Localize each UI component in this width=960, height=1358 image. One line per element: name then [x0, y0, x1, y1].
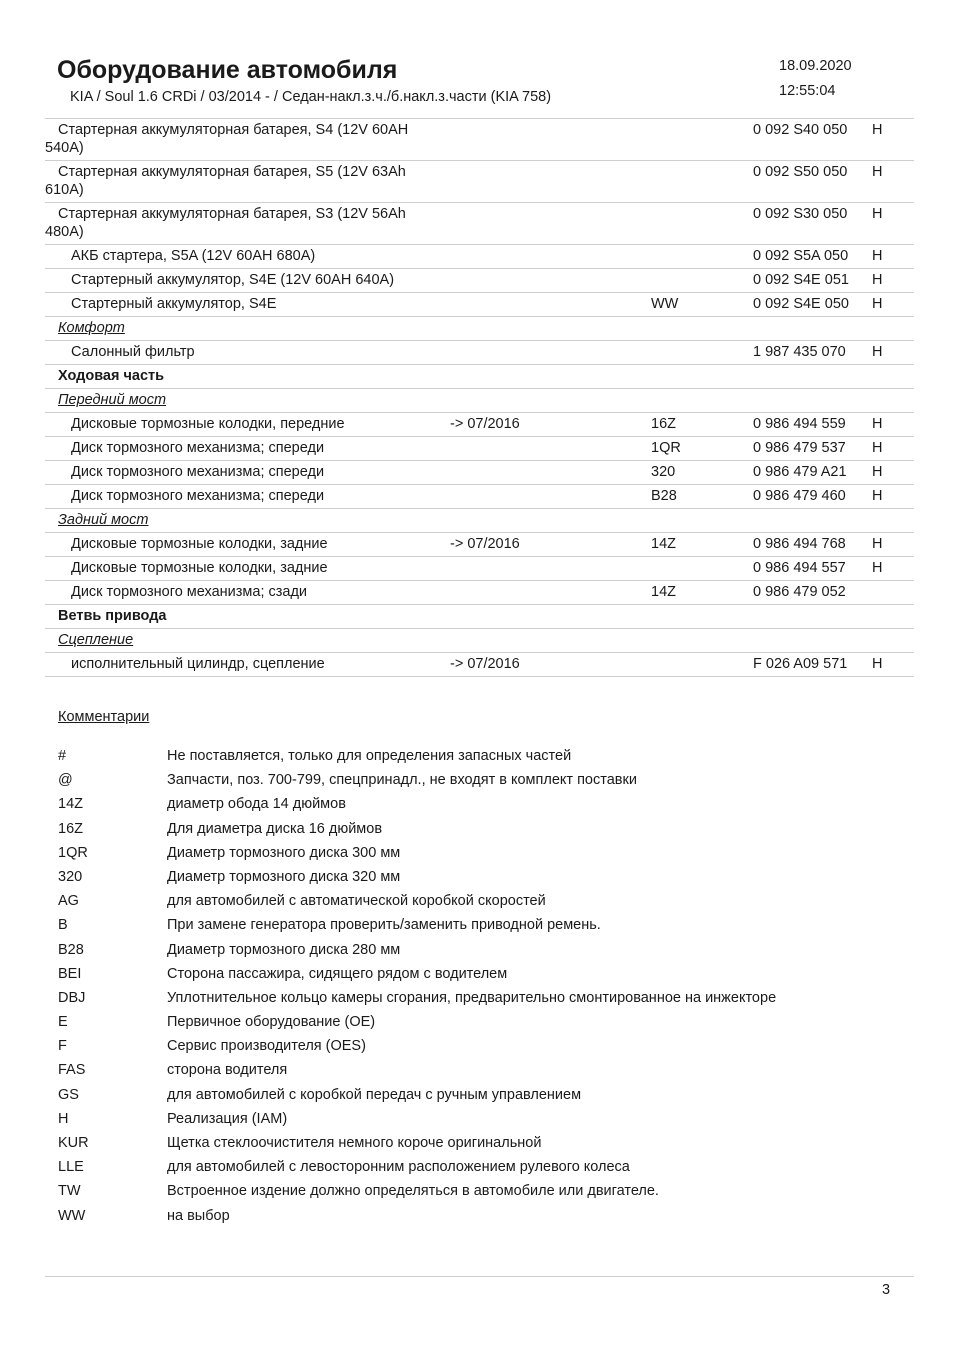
section-label: Ветвь привода: [58, 608, 167, 624]
part-flag: H: [872, 440, 883, 456]
part-number: 0 986 479 A21: [753, 464, 847, 480]
part-row: [45, 581, 914, 605]
print-date: 18.09.2020: [779, 58, 852, 74]
section-row: [45, 605, 914, 629]
subsection-label: Задний мост: [58, 512, 149, 528]
part-row: [45, 461, 914, 485]
part-number: 0 986 494 557: [753, 560, 846, 576]
part-row: [45, 203, 914, 245]
subsection-row: [45, 629, 914, 653]
legend-value: Уплотнительное кольцо камеры сгорания, предварительно смонтированное на инжекторе: [167, 989, 777, 1006]
part-row: [45, 341, 914, 365]
part-remark-code: 320: [651, 464, 676, 480]
part-number: 0 986 479 537: [753, 440, 846, 456]
legend-key: 1QR: [58, 844, 88, 861]
part-flag: H: [872, 416, 883, 432]
part-description: Диск тормозного механизма; спереди: [71, 464, 325, 480]
legend-value: Диаметр тормозного диска 320 мм: [167, 868, 401, 885]
part-number: 0 986 479 052: [753, 584, 846, 600]
part-description: Стартерная аккумуляторная батарея, S4 (12V 60AH 540A): [45, 122, 409, 156]
part-description: Диск тормозного механизма; сзади: [71, 584, 308, 600]
part-row: [45, 533, 914, 557]
legend-key: DBJ: [58, 989, 86, 1006]
part-row: [45, 653, 914, 677]
subsection-label: Комфорт: [58, 320, 125, 336]
legend-key: FAS: [58, 1062, 86, 1079]
section-row: [45, 365, 914, 389]
legend-key: KUR: [58, 1135, 89, 1151]
part-row: [45, 293, 914, 317]
legend-key: H: [58, 1110, 69, 1127]
part-description: Стартерная аккумуляторная батарея, S3 (12V 56Ah 480A): [45, 206, 406, 240]
part-flag: H: [872, 122, 883, 138]
part-row: [45, 413, 914, 437]
part-flag: H: [872, 272, 883, 288]
section-label: Ходовая часть: [58, 368, 165, 384]
part-number: 0 986 479 460: [753, 488, 846, 504]
comments-title: Комментарии: [58, 709, 150, 725]
subsection-label: Сцепление: [58, 632, 134, 648]
legend-key: GS: [58, 1086, 79, 1103]
legend-value: сторона водителя: [167, 1062, 288, 1079]
legend-value: Встроенное издение должно определяться в автомобиле или двигателе.: [167, 1183, 659, 1200]
legend-value: Диаметр тормозного диска 280 мм: [167, 941, 401, 958]
legend-value: Первичное оборудование (OE): [167, 1014, 376, 1031]
legend-key: 16Z: [58, 820, 83, 837]
page-title: Оборудование автомобиля: [57, 56, 398, 84]
part-description: Диск тормозного механизма; спереди: [71, 440, 325, 456]
print-time: 12:55:04: [779, 83, 836, 99]
legend-key: E: [58, 1014, 68, 1031]
part-row: [45, 245, 914, 269]
part-flag: H: [872, 296, 883, 312]
part-remark-code: WW: [651, 296, 679, 312]
part-remark-code: 1QR: [651, 440, 681, 456]
vehicle-subtitle: KIA / Soul 1.6 CRDi / 03/2014 - / Седан-накл.з.ч./б.накл.з.части (KIA 758): [70, 89, 552, 105]
parts-table: [45, 118, 914, 677]
subsection-row: [45, 509, 914, 533]
part-description: Салонный фильтр: [71, 344, 195, 360]
legend-key: F: [58, 1038, 67, 1055]
legend-key: @: [58, 772, 73, 789]
legend-value: Диаметр тормозного диска 300 мм: [167, 844, 401, 861]
legend-value: для автомобилей с коробкой передач с ручным управлением: [167, 1086, 582, 1103]
subsection-row: [45, 389, 914, 413]
part-description: АКБ стартера, S5A (12V 60AH 680A): [71, 248, 316, 264]
part-description: Стартерный аккумулятор, S4E: [71, 296, 277, 312]
legend-key: BEI: [58, 965, 82, 982]
footer-divider: [45, 1276, 914, 1277]
legend-value: для автомобилей с автоматической коробкой скоростей: [167, 893, 546, 910]
part-row: [45, 269, 914, 293]
part-remark-code: B28: [651, 488, 677, 504]
part-validity: -> 07/2016: [450, 416, 520, 432]
part-flag: H: [872, 536, 883, 552]
legend-value: Запчасти, поз. 700-799, спецпринадл., не входят в комплект поставки: [167, 772, 637, 789]
legend-key: AG: [58, 893, 79, 910]
legend-key: #: [58, 748, 67, 764]
legend-value: Сторона пассажира, сидящего рядом с водителем: [167, 965, 508, 982]
legend-key: B: [58, 917, 68, 934]
legend-value: Щетка стеклоочистителя немного короче оригинальной: [167, 1135, 542, 1151]
part-description: Дисковые тормозные колодки, задние: [71, 560, 328, 576]
part-number: 0 092 S4E 051: [753, 272, 849, 288]
part-remark-code: 16Z: [651, 416, 676, 432]
part-number: 0 092 S50 050: [753, 164, 848, 180]
legend-key: 14Z: [58, 796, 83, 813]
part-number: 0 092 S30 050: [753, 206, 848, 222]
legend-value: для автомобилей с левосторонним расположением рулевого колеса: [167, 1159, 630, 1176]
part-row: [45, 485, 914, 509]
part-validity: -> 07/2016: [450, 536, 520, 552]
part-remark-code: 14Z: [651, 536, 676, 552]
part-row: [45, 161, 914, 203]
part-number: 1 987 435 070: [753, 344, 846, 360]
part-number: 0 986 494 559: [753, 416, 846, 432]
legend-value: Не поставляется, только для определения запасных частей: [167, 748, 572, 764]
legend-key: TW: [58, 1183, 81, 1200]
part-description: Стартерный аккумулятор, S4E (12V 60AH 640A): [71, 272, 395, 288]
part-description: Дисковые тормозные колодки, передние: [71, 416, 345, 432]
part-flag: H: [872, 248, 883, 264]
part-description: исполнительный цилиндр, сцепление: [71, 656, 325, 672]
part-number: 0 986 494 768: [753, 536, 846, 552]
legend-key: WW: [58, 1207, 86, 1224]
subsection-label: Передний мост: [58, 392, 167, 408]
part-flag: H: [872, 488, 883, 504]
part-row: [45, 437, 914, 461]
part-number: F 026 A09 571: [753, 656, 848, 672]
legend-key: B28: [58, 941, 84, 958]
part-validity: -> 07/2016: [450, 656, 520, 672]
part-description: Диск тормозного механизма; спереди: [71, 488, 325, 504]
part-flag: H: [872, 164, 883, 180]
legend-value: Сервис производителя (OES): [167, 1038, 366, 1055]
part-row: [45, 119, 914, 161]
legend-value: При замене генератора проверить/заменить приводной ремень.: [167, 917, 601, 934]
legend-key: LLE: [58, 1159, 84, 1176]
part-flag: H: [872, 344, 883, 360]
part-remark-code: 14Z: [651, 584, 676, 600]
legend-key: 320: [58, 868, 83, 885]
legend-value: Для диаметра диска 16 дюймов: [167, 820, 383, 837]
part-description: Дисковые тормозные колодки, задние: [71, 536, 328, 552]
part-flag: H: [872, 464, 883, 480]
part-flag: H: [872, 656, 883, 672]
legend-value: диаметр обода 14 дюймов: [167, 796, 346, 813]
legend-value: на выбор: [167, 1207, 230, 1224]
subsection-row: [45, 317, 914, 341]
page-number: 3: [882, 1282, 891, 1298]
part-flag: H: [872, 206, 883, 222]
part-flag: H: [872, 560, 883, 576]
part-number: 0 092 S4E 050: [753, 296, 849, 312]
part-number: 0 092 S5A 050: [753, 248, 849, 264]
legend-value: Реализация (IAM): [167, 1110, 288, 1127]
part-row: [45, 557, 914, 581]
part-number: 0 092 S40 050: [753, 122, 848, 138]
part-description: Стартерная аккумуляторная батарея, S5 (12V 63Ah 610A): [45, 164, 406, 198]
